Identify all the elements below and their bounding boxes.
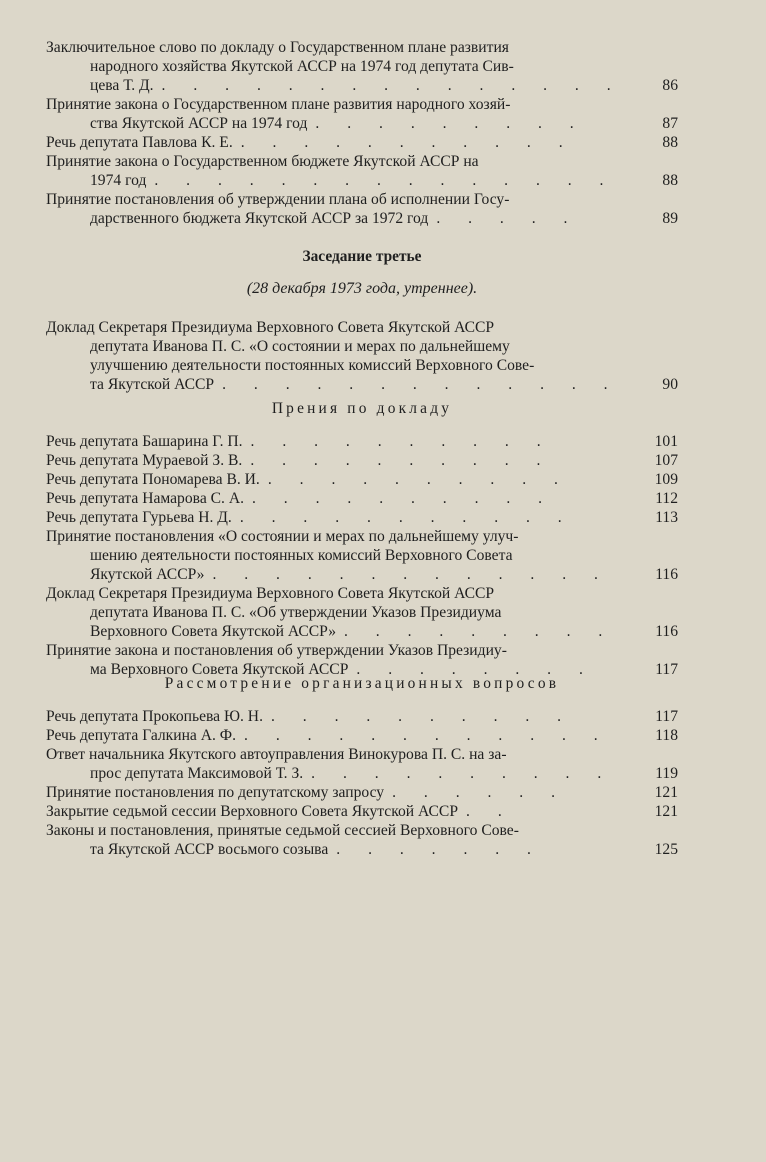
toc-entry-text: Законы и постановления, принятые седьмой сессией Верховного Сове- (46, 822, 519, 839)
page-number: 112 (655, 490, 678, 507)
page-number: 116 (655, 566, 678, 583)
page-number: 101 (654, 433, 678, 450)
leader-dots: . . . . . . . . . . . . . . . (161, 77, 623, 94)
toc-entry-text: Закрытие седьмой сессии Верховного Совета Якутской АССР (46, 803, 459, 820)
page-number: 89 (662, 210, 678, 227)
leader-dots: . . . . . . . . (356, 661, 595, 678)
toc-entry-text: прос депутата Максимовой Т. З. (90, 765, 304, 782)
leader-dots: . . . . . (436, 210, 580, 227)
toc-entry-text: Речь депутата Павлова К. Е. (46, 134, 233, 151)
toc-entry-text: Заключительное слово по докладу о Государственном плане развития (46, 39, 509, 56)
toc-entry-line (46, 190, 638, 209)
page-number: 117 (655, 661, 678, 678)
page-number: 113 (655, 509, 678, 526)
debates-heading: Прения по докладу (271, 400, 453, 417)
toc-entry-text: 1974 год (90, 172, 147, 189)
toc-entry-line (46, 375, 638, 394)
leader-dots: . . . . . . . . . . . (240, 134, 575, 151)
leader-dots: . . . . . . (392, 784, 567, 801)
leader-dots: . . . . . . . . . . (311, 765, 614, 782)
toc-entry-line (46, 622, 638, 641)
toc-entry-text: Принятие закона о Государственном бюджете Якутской АССР на (46, 153, 479, 170)
page-number: 90 (662, 376, 678, 393)
leader-dots: . . . . . . . . . . (250, 433, 553, 450)
leader-dots: . . . . . . . . . . . . . (212, 566, 610, 583)
page-number: 109 (654, 471, 678, 488)
leader-dots: . . . . . . . . . . . . . . . (154, 172, 616, 189)
page-number: 118 (655, 727, 678, 744)
page-number: 86 (662, 77, 678, 94)
page-number: 87 (662, 115, 678, 132)
toc-entry (46, 821, 678, 859)
toc-entry-line (46, 133, 638, 152)
toc-entry (46, 489, 678, 508)
leader-dots: . . . . . . . . . . . . (244, 727, 610, 744)
toc-entry-text: Принятие постановления об утверждении плана об исполнении Госу- (46, 191, 510, 208)
toc-entry-line (46, 783, 638, 802)
toc-entry-text: та Якутской АССР (90, 376, 215, 393)
page-number: 121 (654, 803, 678, 820)
toc-entry-text: дарственного бюджета Якутской АССР за 1972 год (90, 210, 429, 227)
toc-entry-text: Принятие закона о Государственном плане развития народного хозяй- (46, 96, 511, 113)
toc-entry (46, 451, 678, 470)
page-number: 88 (662, 172, 678, 189)
toc-entry (46, 95, 678, 133)
toc-entry-line (46, 726, 638, 745)
toc-entry-text: Речь депутата Намарова С. А. (46, 490, 244, 507)
toc-entry (46, 745, 678, 783)
toc-entry-line (46, 318, 638, 337)
toc-entry-text: Принятие закона и постановления об утверждении Указов Президиу- (46, 642, 507, 659)
toc-entry-text: Речь депутата Мураевой З. В. (46, 452, 243, 469)
toc-entry-text: Речь депутата Пономарева В. И. (46, 471, 260, 488)
toc-entry (46, 508, 678, 527)
toc-entry (46, 527, 678, 584)
page-number: 88 (662, 134, 678, 151)
toc-entry-text: шению деятельности постоянных комиссий Верховного Совета (90, 547, 513, 564)
toc-entry-line (46, 802, 638, 821)
toc-entry-line (46, 603, 638, 622)
page-number: 116 (655, 623, 678, 640)
toc-entry-text: ства Якутской АССР на 1974 год (90, 115, 308, 132)
toc-entry (46, 38, 678, 95)
toc-entry-text: Ответ начальника Якутского автоуправления Винокурова П. С. на за- (46, 746, 507, 763)
leader-dots: . . . . . . . . . . . . . (222, 376, 620, 393)
toc-entry-text: Речь депутата Галкина А. Ф. (46, 727, 237, 744)
toc-entry (46, 726, 678, 745)
toc-entry-text: цева Т. Д. (90, 77, 154, 94)
toc-entry-line (46, 470, 638, 489)
toc-entry (46, 470, 678, 489)
toc-entry-line (46, 641, 638, 660)
toc-entry-line (46, 209, 638, 228)
toc-group-3 (46, 432, 678, 679)
toc-entry-line (46, 152, 638, 171)
leader-dots: . . . . . . . . . . (270, 708, 574, 725)
toc-entry-line (46, 489, 638, 508)
toc-entry-line (46, 451, 638, 470)
page-number: 125 (654, 841, 678, 858)
page-number: 119 (655, 765, 678, 782)
session-date: (28 декабря 1973 года, утреннее). (246, 280, 478, 297)
toc-entry-text: улучшению деятельности постоянных комиссий Верховного Сове- (90, 357, 535, 374)
toc-entry-line (46, 821, 638, 840)
toc-entry-text: Речь депутата Прокопьева Ю. Н. (46, 708, 263, 725)
toc-entry-line (46, 76, 638, 95)
leader-dots: . . . . . . . . . . (267, 471, 570, 488)
toc-entry-text: Принятие постановления «О состоянии и мерах по дальнейшему улуч- (46, 528, 519, 545)
toc-entry-line (46, 171, 638, 190)
leader-dots: . . . . . . . (336, 841, 543, 858)
toc-entry (46, 133, 678, 152)
toc-entry (46, 584, 678, 641)
toc-entry-text: Принятие постановления по депутатскому запросу (46, 784, 385, 801)
page-number: 117 (655, 708, 678, 725)
leader-dots: . . . . . . . . . . (250, 452, 553, 469)
toc-group-4 (46, 707, 678, 859)
toc-entry-text: депутата Иванова П. С. «О состоянии и мерах по дальнейшему (90, 338, 510, 355)
toc-entry-line (46, 114, 638, 133)
toc-entry-line (46, 764, 638, 783)
toc-entry-text: Речь депутата Башарина Г. П. (46, 433, 243, 450)
toc-group-2 (46, 318, 678, 394)
org-heading: Рассмотрение организационных вопросов (164, 675, 560, 692)
toc-entry (46, 190, 678, 228)
toc-entry-text: Речь депутата Гурьева Н. Д. (46, 509, 232, 526)
leader-dots: . . . . . . . . . . . (239, 509, 574, 526)
toc-entry-line (46, 38, 638, 57)
toc-entry-line (46, 546, 638, 565)
toc-entry (46, 318, 678, 394)
session-title: Заседание третье (302, 248, 422, 265)
toc-entry (46, 802, 678, 821)
toc-entry-text: народного хозяйства Якутской АССР на 1974 год депутата Сив- (90, 58, 514, 75)
leader-dots: . . . . . . . . . (315, 115, 586, 132)
page-number: 107 (654, 452, 678, 469)
toc-entry-line (46, 745, 638, 764)
toc-entry-line (46, 337, 638, 356)
toc-entry (46, 783, 678, 802)
leader-dots: . . . . . . . . . (344, 623, 615, 640)
toc-entry-text: Верховного Совета Якутской АССР» (90, 623, 336, 640)
toc-entry (46, 641, 678, 679)
toc-entry-line (46, 707, 638, 726)
toc-entry-line (46, 508, 638, 527)
toc-entry-text: ма Верховного Совета Якутской АССР (90, 661, 349, 678)
toc-entry-line (46, 584, 638, 603)
toc-entry (46, 432, 678, 451)
toc-entry (46, 152, 678, 190)
toc-entry-text: Якутской АССР» (90, 566, 205, 583)
toc-entry (46, 707, 678, 726)
toc-entry-line (46, 527, 638, 546)
toc-entry-line (46, 57, 638, 76)
toc-group-1 (46, 38, 678, 228)
toc-entry-line (46, 565, 638, 584)
toc-entry-line (46, 840, 638, 859)
toc-entry-line (46, 432, 638, 451)
toc-entry-line (46, 95, 638, 114)
toc-entry-line (46, 356, 638, 375)
toc-entry-text: Доклад Секретаря Президиума Верховного Совета Якутской АССР (46, 319, 495, 336)
toc-entry-text: Доклад Секретаря Президиума Верховного Совета Якутской АССР (46, 585, 495, 602)
toc-entry-text: депутата Иванова П. С. «Об утверждении Указов Президиума (90, 604, 502, 621)
leader-dots: . . . . . . . . . . (252, 490, 555, 507)
page-number: 121 (654, 784, 678, 801)
leader-dots: . . (466, 803, 514, 820)
toc-entry-text: та Якутской АССР восьмого созыва (90, 841, 329, 858)
